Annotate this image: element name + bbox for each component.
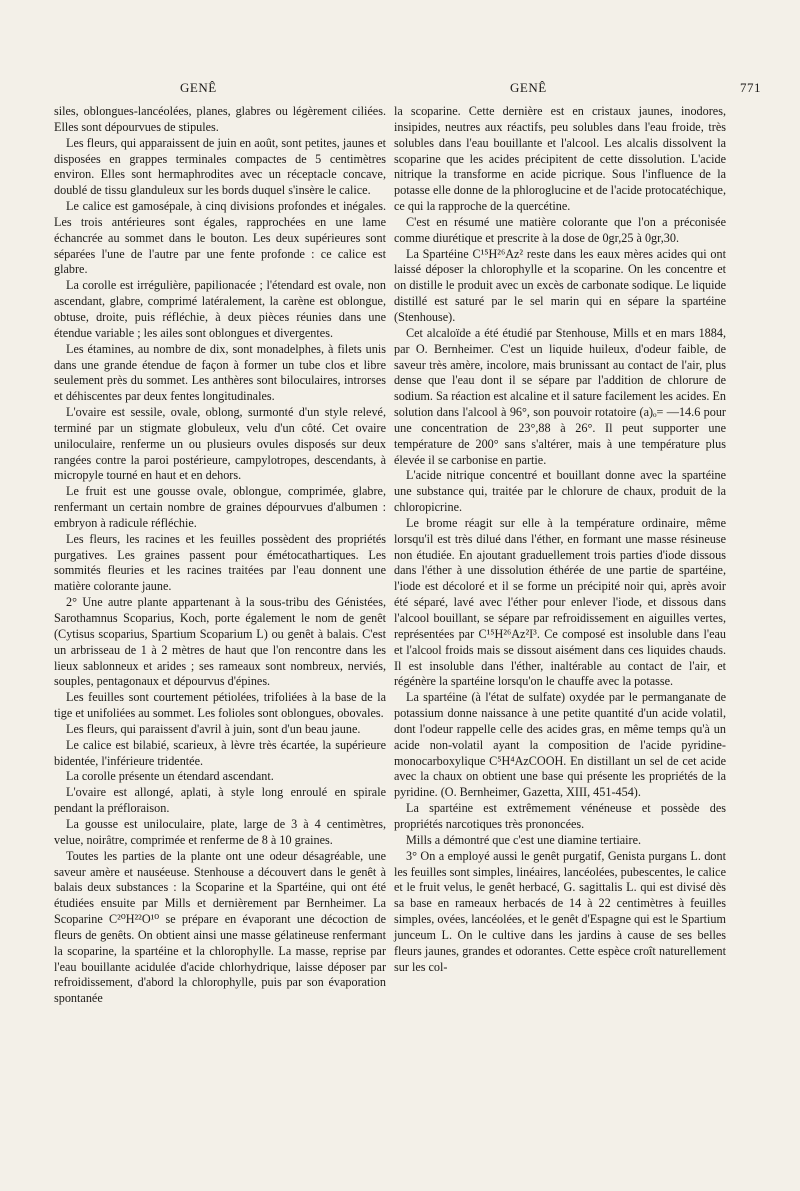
paragraph: La spartéine (à l'état de sulfate) oxydée par le permanganate de potassium donne naissance à une petite quantité d'un acide volatil, dont l'odeur rappelle celle des acides gras, en même temps qu'à un acide non-volatil ayant la composition de l'acide pyridine-monocarboxylique C⁵H⁴AzCOOH. En distillant un sel de cet acide avec la chaux on obtient une base qui présente les propriétés de la pyridine. (O. Bernheimer, Gazetta, XIII, 451-454). bbox=[394, 690, 726, 800]
paragraph: Cet alcaloïde a été étudié par Stenhouse, Mills et en mars 1884, par O. Bernheimer. C'est un liquide huileux, d'odeur faible, de saveur très amère, incolore, mais brunissant au contact de l'air, plus dense que l'eau dont il se sépare par l'addition de chlorure de sodium. Sa réaction est alcaline et il sature facilement les acides. En solution dans l'alcool à 96°, son pouvoir rotatoire (a)ₒ= —14.6 pour une concentration de 23°,88 à 26°. Il peut supporter une température de 200° sans s'altérer, mais à une température plus élevée il se carbonise en partie. bbox=[394, 325, 726, 467]
left-text-column bbox=[54, 104, 386, 1007]
paragraph: Les fleurs, les racines et les feuilles possèdent des propriétés purgatives. Les graines passent pour émétocathartiques. Les sommités fleuries et les racines traitées par l'eau donnent une matière colorante jaune. bbox=[54, 531, 386, 594]
paragraph: L'ovaire est allongé, aplati, à style long enroulé en spirale pendant la préfloraison. bbox=[54, 785, 386, 816]
running-header-right: GENÊ bbox=[510, 80, 547, 95]
running-header-left: GENÊ bbox=[180, 80, 217, 95]
paragraph: La corolle présente un étendard ascendant. bbox=[66, 769, 274, 784]
paragraph: la scoparine. Cette dernière est en cristaux jaunes, inodores, insipides, neutres aux réactifs, peu solubles dans l'eau froide, très solubles dans l'eau bouillante et l'alcool. Les alcalis dissolvent la scoparine que les acides précipitent de cette dissolution. L'acide nitrique la transforme en acide picrique. Sous l'influence de la potasse elle donne de la phloroglucine et de l'acide protocatéchique, ce qui la rapproche de la quercétine. bbox=[394, 104, 726, 214]
paragraph: 2° Une autre plante appartenant à la sous-tribu des Génistées, Sarothamnus Scoparius, Koch, porte également le nom de genêt (Cytisus scoparius, Spartium Scoparium L) ou genêt à balais. C'est un arbrisseau de 1 à 2 mètres de haut que l'on rencontre dans les lieux sablonneux et arides ; ses rameaux sont nombreux, nerviés, souples, pentagonaux et dépourvus d'épines. bbox=[54, 595, 386, 689]
paragraph: La Spartéine C¹⁵H²⁶Az² reste dans les eaux mères acides qui ont laissé déposer la chlorophylle et la scoparine. On les concentre et on distille le produit avec un excès de carbonate sodique. Le liquide distillé est saturé par le sel marin qui en sépare la spartéine (Stenhouse). bbox=[394, 246, 726, 324]
paragraph: Les étamines, au nombre de dix, sont monadelphes, à filets unis dans une grande étendue de façon à former un tube clos et libre seulement près du sommet. Les anthères sont biloculaires, introrses et déhiscentes par deux fentes longitudinales. bbox=[54, 341, 386, 404]
paragraph: La spartéine est extrêmement vénéneuse et possède des propriétés narcotiques très prononcées. bbox=[394, 801, 726, 831]
paragraph: L'ovaire est sessile, ovale, oblong, surmonté d'un style relevé, terminé par un stigmate globuleux, velu d'un côté. Cet ovaire uniloculaire, renferme un ou plusieurs ovules disposés sur deux rangées contre la paroi postérieure, campylotropes, descendants, à micropyle tourné en haut et en dehors. bbox=[54, 405, 386, 483]
paragraph: Les fleurs, qui paraissent d'avril à juin, sont d'un beau jaune. bbox=[66, 721, 361, 736]
paragraph: La gousse est uniloculaire, plate, large de 3 à 4 centimètres, velue, noirâtre, comprimée et renferme de 8 à 10 graines. bbox=[54, 816, 386, 847]
paragraph: Le fruit est une gousse ovale, oblongue, comprimée, glabre, renfermant un certain nombre de graines dépourvues d'albumen : embryon à radicule réfléchie. bbox=[54, 484, 386, 530]
paragraph: L'acide nitrique concentré et bouillant donne avec la spartéine une substance qui, traitée par le chlorure de chaux, produit de la chloropicrine. bbox=[394, 468, 726, 515]
paragraph: C'est en résumé une matière colorante que l'on a préconisée comme diurétique et prescrite à la dose de 0gr,25 à 0gr,30. bbox=[394, 214, 726, 245]
paragraph: Le brome réagit sur elle à la température ordinaire, même lorsqu'il est très dilué dans l'éther, en formant une masse résineuse non étudiée. En ajoutant graduellement trois parties d'iode dissous dans l'éther à une dissolution éthérée de une partie de spartéine, l'iode est décoloré et il se forme un précipité noir qui, après avoir été séparé, lavé avec l'éther pour enlever l'iode, et dissous dans l'alcool bouillant, se sépare par refroidissement en aiguilles vertes, représentées par C¹⁵H²⁶Az²I³. Ce composé est insoluble dans l'eau et l'alcool froids mais se dissout aisément dans ces liquides chauds. Il est insoluble dans l'éther, inaltérable au contact de l'air, et régénère la spartéine lorsqu'on le chauffe avec la potasse. bbox=[394, 515, 726, 689]
paragraph: Mills a démontré que c'est une diamine tertiaire. bbox=[406, 832, 642, 847]
paragraph: Le calice est gamosépale, à cinq divisions profondes et inégales. Les trois antérieures sont égales, rapprochées en une lame échancrée au sommet dans le bouton. Les deux supérieures sont séparées l'une de l'autre par une fente profonde : ce calice est glabre. bbox=[54, 199, 386, 277]
paragraph: Les fleurs, qui apparaissent de juin en août, sont petites, jaunes et disposées en grappes terminales compactes de 5 centimètres environ. Elles sont hermaphrodites avec un réceptacle concave, doublé de tissu glanduleux sur les bords duquel s'insère le calice. bbox=[54, 135, 386, 198]
page-number: 771 bbox=[740, 80, 761, 95]
right-text-column bbox=[394, 104, 726, 975]
paragraph: Les feuilles sont courtement pétiolées, trifoliées à la base de la tige et unifoliées au sommet. Les folioles sont oblongues, obovales. bbox=[54, 690, 386, 721]
paragraph: La corolle est irrégulière, papilionacée ; l'étendard est ovale, non ascendant, glabre, comprimé latéralement, la carène est oblongue, obtuse, droite, puis réfléchie, à deux pièces réunies dans une étendue variable ; les ailes sont oblongues et divergentes. bbox=[54, 278, 386, 340]
paragraph: 3° On a employé aussi le genêt purgatif, Genista purgans L. dont les feuilles sont simples, linéaires, lancéolées, pubescentes, le calice et le fruit velus, le genêt herbacé, G. sagittalis L. qui est divisé dès sa base en rameaux herbacés de 14 à 22 centimètres à feuilles simples, ovées, lancéolées, et le genêt d'Espagne qui est le Spartium junceum L. On le cultive dans les jardins à cause de ses belles fleurs jaunes, grandes et odorantes. Cette espèce croît naturellement sur les col- bbox=[394, 848, 726, 974]
paragraph: Le calice est bilabié, scarieux, à lèvre très écartée, la supérieure bidentée, l'inférieure tridentée. bbox=[54, 737, 386, 768]
paragraph: siles, oblongues-lancéolées, planes, glabres ou légèrement ciliées. Elles sont dépourvues de stipules. bbox=[54, 104, 386, 134]
paragraph: Toutes les parties de la plante ont une odeur désagréable, une saveur amère et nauséeuse. Stenhouse a découvert dans le genêt à balais deux substances : la Scoparine et la Spartéine, qui ont été étudiées ensuite par Mills et dernièrement par Bernheimer. La Scoparine C²⁰H²²O¹⁰ se prépare en évaporant une décoction de fleurs de genêts. On obtient ainsi une masse gélatineuse renfermant la scoparine, la spartéine et la chlorophylle. La masse, reprise par l'eau bouillante acidulée d'acide chlorhydrique, laisse déposer par refroidissement, d'abord la chlorophylle, puis par son évaporation spontanée bbox=[54, 848, 386, 1006]
